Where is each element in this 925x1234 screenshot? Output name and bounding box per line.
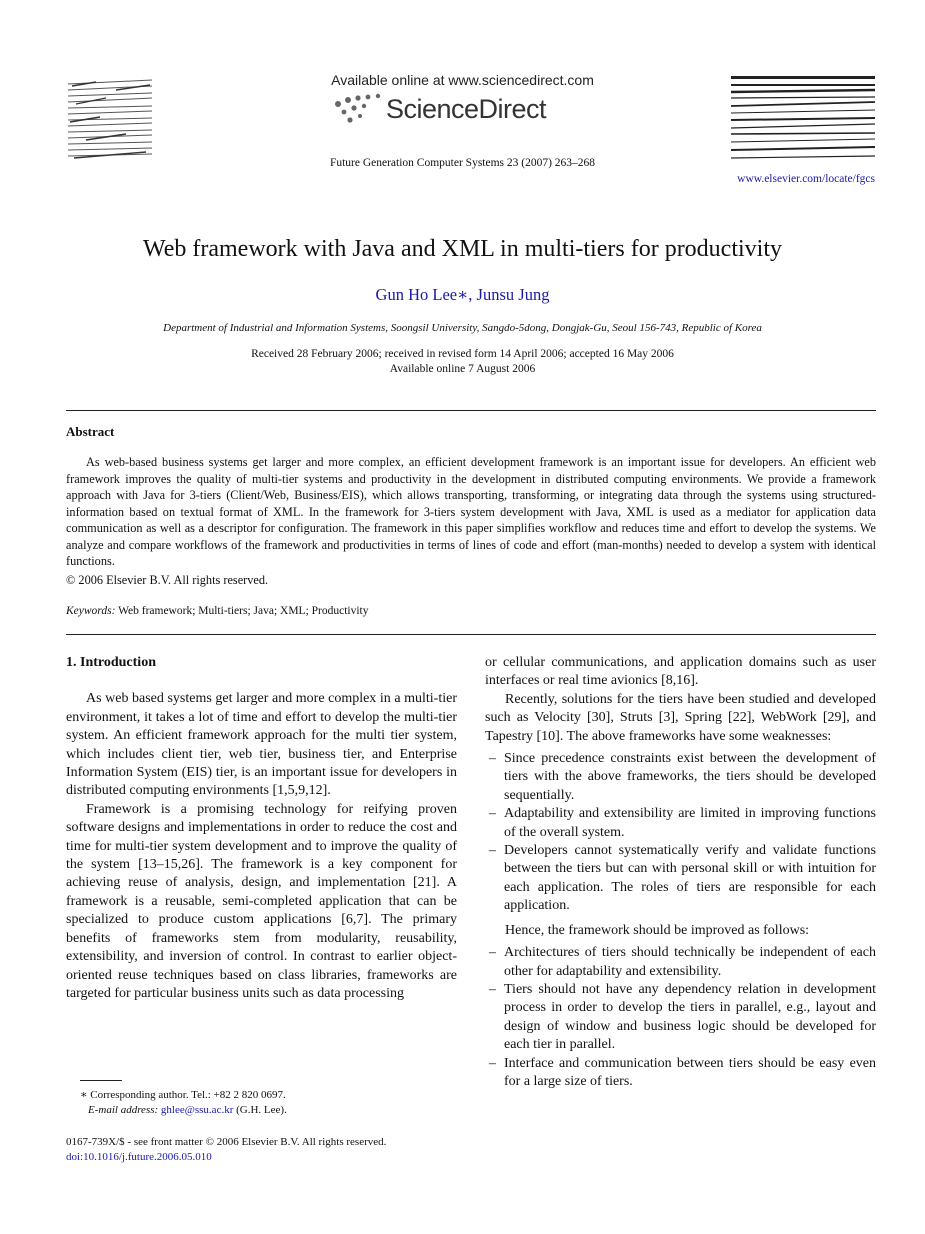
abstract-body [66,454,876,570]
list-item: – Developers cannot systematically verify and validate functions between the tiers but can with personal skill or with intuition for each application. The roles of tiers are responsible for each application. [485,842,876,916]
article-authors[interactable]: Gun Ho Lee∗, Junsu Jung [375,285,550,304]
intro-paragraph-3: Recently, solutions for the tiers have been studied and developed such as Velocity [30], Struts [3], Spring [22], WebWork [29], and Tapestry [10]. The above frameworks have some weaknesses: [485,691,876,744]
improvements-list [485,944,876,1091]
available-online-date: Available online 7 August 2006 [389,363,536,375]
sciencedirect-logo [330,92,570,132]
email-suffix: (G.H. Lee). [236,1104,287,1116]
elsevier-tree-logo [66,76,154,164]
abstract-text: As web-based business systems get larger and more complex, an efficient development framework is an important issue for developers. An efficient web framework improves the quality of multi-tier systems and productivity in the development in distributed computing environments. We provide a framework approach with Java for 3-tiers (Client/Web, Business/EIS), which allows transporting, transforming, or integrating data through the systems using structured-information based on textual format of XML. In the framework for 3-tiers system development with Java, XML is used as a mediator for application data communication as well as a descriptor for configuration. The framework in this paper simplifies workflow and reduces time and effort to develop the systems. We analyze and compare workflows of the framework and productivities in terms of lines of code and effort (man-months) needed to develop a system with identical functions. [66,455,876,568]
intro-paragraph-4: Hence, the framework should be improved as follows: [505,922,810,938]
article-dates [0,347,925,377]
email-label: E-mail address: [88,1104,159,1116]
intro-paragraph-2: Framework is a promising technology for reifying proven software designs and implementations in order to reduce the cost and time for multi-tier system development and to improve the quality of the system [13–15,26]. The framework is a key component for achieving reuse of analysis, design, and implementation [21]. A framework is a reusable, semi-completed application that can be specialized to produce custom applications [6,7]. The primary benefits of frameworks stem from modularity, reusability, extensibility, and inversion of control. In contrast to earlier object-oriented reuse techniques based on class libraries, frameworks are targeted for particular business units such as data processing [66,801,457,1001]
doi-link[interactable]: doi:10.1016/j.future.2006.05.010 [66,1151,212,1163]
keywords-label: Keywords: [66,605,116,617]
list-item: – Since precedence constraints exist between the development of tiers with the above frameworks, the tiers should be developed sequentially. [485,750,876,805]
footnote [80,1088,287,1118]
divider-bottom [66,634,876,635]
corresponding-author: ∗ Corresponding author. Tel.: +82 2 820 0697. [80,1089,286,1101]
sciencedirect-wordmark: ScienceDirect [386,94,547,124]
list-item: – Architectures of tiers should technically be independent of each other for adaptability and extensibility. [485,944,876,981]
keywords [66,605,369,617]
section-heading-introduction: 1. Introduction [66,655,156,670]
left-column [66,654,457,1003]
intro-paragraph-2-continued: or cellular communications, and application domains such as user interfaces or real time avionics [8,16]. [485,655,876,689]
keywords-list: Web framework; Multi-tiers; Java; XML; Productivity [118,605,369,617]
list-item: – Tiers should not have any dependency relation in development process in order to develop the tiers in parallel, e.g., layout and design of window and business logic should be developed for each tier in parallel. [485,981,876,1055]
elsevier-url-link[interactable]: www.elsevier.com/locate/fgcs [737,173,875,185]
intro-paragraph-1: As web based systems get larger and more complex in a multi-tier environment, it takes a lot of time and effort to develop the multi-tier system. An efficient framework approach for the multi tier system, which includes client tier, web tier, business tier, and Enterprise Information System (EIS) tier, is an important issue for developers in distributed computing environments [1,5,9,12]. [66,691,457,799]
list-item: – Interface and communication between tiers should be easy even for a large size of tiers. [485,1055,876,1092]
front-matter [66,1135,386,1165]
email-link[interactable]: ghlee@ssu.ac.kr [160,1104,234,1116]
journal-reference: Future Generation Computer Systems 23 (2007) 263–268 [329,157,596,169]
footnote-rule [80,1080,122,1081]
sciencedirect-dots-icon [330,92,386,132]
divider-top [66,410,876,411]
article-title: Web framework with Java and XML in multi-tiers for productivity [142,236,783,262]
weaknesses-list [485,750,876,916]
received-dates: Received 28 February 2006; received in revised form 14 April 2006; accepted 16 May 2006 [251,348,674,360]
right-column [485,654,876,1095]
list-item: – Adaptability and extensibility are limited in improving functions of the overall system. [485,805,876,842]
abstract-heading: Abstract [66,424,115,439]
abstract-copyright: © 2006 Elsevier B.V. All rights reserved. [66,573,269,587]
available-online-text: Available online at www.sciencedirect.com [331,72,594,88]
issn-line: 0167-739X/$ - see front matter © 2006 Elsevier B.V. All rights reserved. [66,1136,387,1148]
journal-cover-icon [731,76,875,164]
author-email [80,1103,287,1118]
affiliation: Department of Industrial and Information Systems, Soongsil University, Sangdo-5dong, Dongjak-Gu, Seoul 156-743, Republic of Korea [163,322,762,334]
